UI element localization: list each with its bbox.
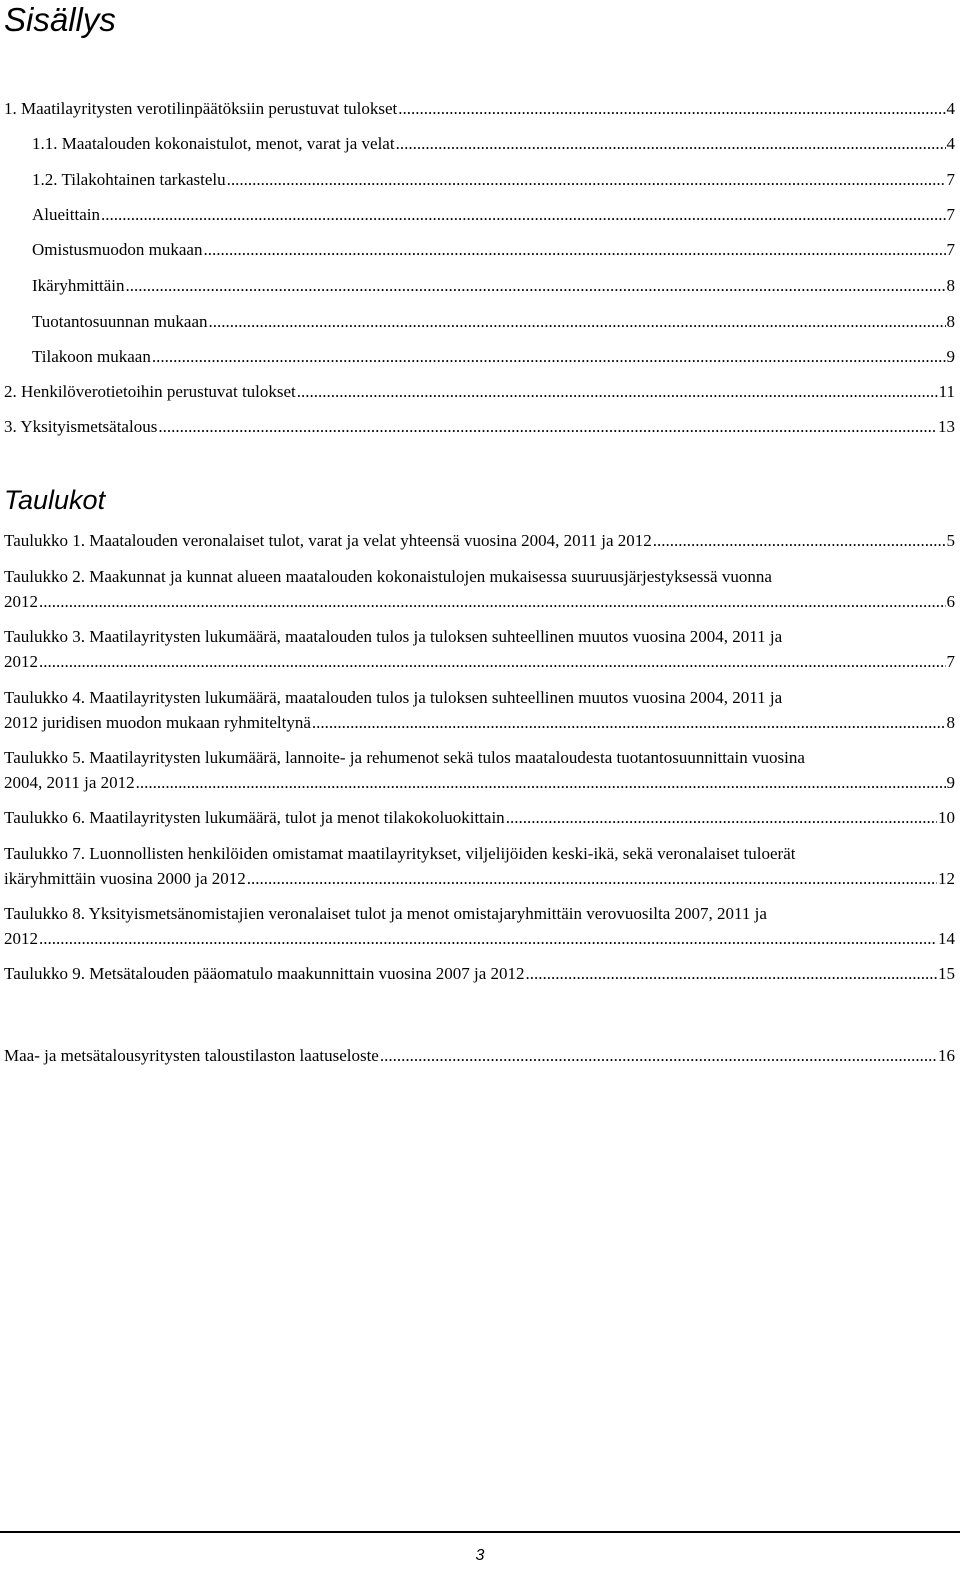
toc-entry[interactable] xyxy=(4,96,955,122)
table-entry-page: 7 xyxy=(946,652,955,671)
toc-entry-label: 3. Yksityismetsätalous xyxy=(4,417,158,436)
toc-entry-label: Tilakoon mukaan xyxy=(32,347,151,366)
table-entry-page: 12 xyxy=(938,869,955,888)
table-entry-label: Taulukko 6. Maatilayritysten lukumäärä, tulot ja menot tilakokoluokittain xyxy=(4,808,505,827)
dot-leader xyxy=(247,866,937,892)
toc-entry-page: 7 xyxy=(946,240,955,259)
toc-entry-page: 7 xyxy=(946,170,955,189)
table-entry-label: 2012 juridisen muodon mukaan ryhmiteltynä xyxy=(4,713,311,732)
tables-title: Taulukot xyxy=(4,485,106,515)
table-entry[interactable] xyxy=(4,926,955,952)
dot-leader xyxy=(101,202,946,228)
toc-entry-label: Omistusmuodon mukaan xyxy=(32,240,203,259)
appendix-entry[interactable] xyxy=(4,1043,955,1069)
table-entry-page: 5 xyxy=(946,531,955,550)
toc-entry[interactable] xyxy=(4,414,955,440)
dot-leader xyxy=(158,414,937,440)
toc-entry-page: 8 xyxy=(946,312,955,331)
dot-leader xyxy=(396,131,946,157)
dot-leader xyxy=(209,309,946,335)
table-entry-first-line[interactable]: Taulukko 4. Maatilayritysten lukumäärä, maatalouden tulos ja tuloksen suhteellinen muutos vuosina 2004, 2011 ja xyxy=(4,688,783,707)
toc-entry-page: 4 xyxy=(946,134,955,153)
toc-entry[interactable] xyxy=(32,273,955,299)
toc-entry-label: 1.1. Maatalouden kokonaistulot, menot, varat ja velat xyxy=(32,134,395,153)
dot-leader xyxy=(203,237,945,263)
dot-leader xyxy=(297,379,938,405)
toc-entry-page: 4 xyxy=(946,99,955,118)
toc-entry[interactable] xyxy=(32,344,955,370)
table-entry[interactable] xyxy=(4,866,955,892)
table-entry-label: Taulukko 9. Metsätalouden pääomatulo maakunnittain vuosina 2007 ja 2012 xyxy=(4,964,525,983)
table-entry-first-line[interactable]: Taulukko 5. Maatilayritysten lukumäärä, lannoite- ja rehumenot sekä tulos maataloudesta tuotantosuunnittain vuosina xyxy=(4,748,805,767)
table-entry-first-line[interactable]: Taulukko 2. Maakunnat ja kunnat alueen maatalouden kokonaistulojen mukaisessa suuruusjärjestyksessä vuonna xyxy=(4,567,772,586)
table-entry-first-line[interactable]: Taulukko 8. Yksityismetsänomistajien veronalaiset tulot ja menot omistajaryhmittäin verovuosilta 2007, 2011 ja xyxy=(4,904,767,923)
table-entry[interactable] xyxy=(4,770,955,796)
toc-entry[interactable] xyxy=(32,309,955,335)
table-entry[interactable] xyxy=(4,528,955,554)
table-entry-page: 9 xyxy=(946,773,955,792)
toc-entry-label: 1.2. Tilakohtainen tarkastelu xyxy=(32,170,226,189)
toc-entry-label: Ikäryhmittäin xyxy=(32,276,125,295)
table-entry[interactable] xyxy=(4,961,955,987)
dot-leader xyxy=(152,344,946,370)
toc-entry-label: Tuotantosuunnan mukaan xyxy=(32,312,208,331)
toc-entry-page: 11 xyxy=(938,382,955,401)
table-entry-label: 2004, 2011 ja 2012 xyxy=(4,773,135,792)
table-entry-first-line[interactable]: Taulukko 7. Luonnollisten henkilöiden omistamat maatilayritykset, viljelijöiden keski-ikä, sekä veronalaiset tuloerät xyxy=(4,844,796,863)
toc-entry-page: 13 xyxy=(938,417,955,436)
table-entry-first-line[interactable]: Taulukko 3. Maatilayritysten lukumäärä, maatalouden tulos ja tuloksen suhteellinen muutos vuosina 2004, 2011 ja xyxy=(4,627,783,646)
dot-leader xyxy=(136,770,946,796)
dot-leader xyxy=(653,528,946,554)
toc-entry-label: 2. Henkilöverotietoihin perustuvat tulokset xyxy=(4,382,296,401)
dot-leader xyxy=(398,96,945,122)
toc-entry-label: Alueittain xyxy=(32,205,100,224)
table-entry-page: 10 xyxy=(938,808,955,827)
table-entry-page: 15 xyxy=(938,964,955,983)
table-entry-page: 14 xyxy=(938,929,955,948)
dot-leader xyxy=(227,167,946,193)
table-entry-label: ikäryhmittäin vuosina 2000 ja 2012 xyxy=(4,869,246,888)
dot-leader xyxy=(506,805,937,831)
table-entry-label: Taulukko 1. Maatalouden veronalaiset tulot, varat ja velat yhteensä vuosina 2004, 2011 ja 2012 xyxy=(4,531,652,550)
table-entry-label: 2012 xyxy=(4,592,38,611)
table-entry-page: 8 xyxy=(946,713,955,732)
dot-leader xyxy=(526,961,937,987)
toc-entry[interactable] xyxy=(32,167,955,193)
toc-entry-label: 1. Maatilayritysten verotilinpäätöksiin perustuvat tulokset xyxy=(4,99,398,118)
table-entry[interactable] xyxy=(4,589,955,615)
appendix-entry-page: 16 xyxy=(938,1046,955,1065)
appendix-entry-label: Maa- ja metsätalousyritysten taloustilaston laatuseloste xyxy=(4,1046,379,1065)
dot-leader xyxy=(126,273,946,299)
toc-entry[interactable] xyxy=(32,202,955,228)
table-entry-page: 6 xyxy=(946,592,955,611)
toc-entry[interactable] xyxy=(32,131,955,157)
toc-entry-page: 9 xyxy=(946,347,955,366)
dot-leader xyxy=(39,926,937,952)
dot-leader xyxy=(39,649,946,675)
toc-entry-page: 8 xyxy=(946,276,955,295)
footer-divider xyxy=(0,1531,960,1533)
table-entry-label: 2012 xyxy=(4,652,38,671)
dot-leader xyxy=(39,589,946,615)
toc-entry[interactable] xyxy=(32,237,955,263)
toc-entry-page: 7 xyxy=(946,205,955,224)
table-entry-label: 2012 xyxy=(4,929,38,948)
table-entry[interactable] xyxy=(4,649,955,675)
table-entry[interactable] xyxy=(4,710,955,736)
page-number: 3 xyxy=(475,1547,485,1564)
table-entry[interactable] xyxy=(4,805,955,831)
dot-leader xyxy=(380,1043,937,1069)
contents-title: Sisällys xyxy=(4,1,116,38)
toc-entry[interactable] xyxy=(4,379,955,405)
dot-leader xyxy=(312,710,946,736)
